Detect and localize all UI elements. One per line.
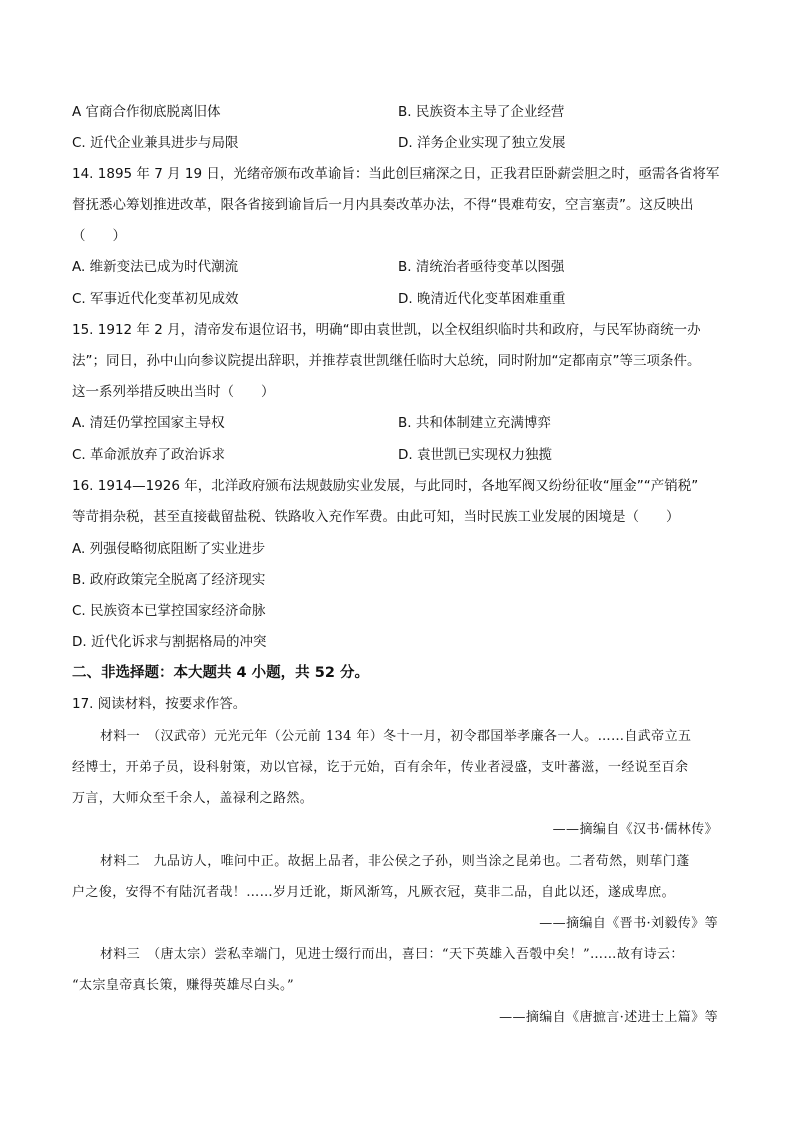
q15-option-b[interactable]: B. 共和体制建立充满博弈 — [398, 415, 551, 431]
material1-source: ——摘编自《汉书·儒林传》 — [552, 822, 718, 837]
q17-intro: 17. 阅读材料，按要求作答。 — [72, 696, 247, 712]
material3-source: ——摘编自《唐摭言·述进士上篇》等 — [499, 1010, 718, 1025]
q14-stem-line2: 督抚悉心筹划推进改革，限各省接到谕旨后一月内具奏改革办法，不得“畏难苟安，空言塞责”。这反映出 — [72, 197, 694, 213]
material3-line2: “太宗皇帝真长策，赚得英雄尽白头。” — [72, 978, 294, 993]
q16-option-a[interactable]: A. 列强侵略彻底阻断了实业进步 — [72, 541, 266, 557]
q15-stem-line2: 法”；同日，孙中山向参议院提出辞职，并推荐袁世凯继任临时大总统，同时附加“定都南京”等三项条件。 — [72, 353, 701, 369]
q14-option-a[interactable]: A. 维新变法已成为时代潮流 — [72, 259, 239, 275]
q16-option-d[interactable]: D. 近代化诉求与割据格局的冲突 — [72, 634, 267, 650]
q16-option-c[interactable]: C. 民族资本已掌控国家经济命脉 — [72, 603, 266, 619]
q15-stem-line3: 这一系列举措反映出当时（ ） — [72, 384, 275, 400]
section-heading: 二、非选择题：本大题共 4 小题，共 52 分。 — [72, 665, 369, 681]
q15-stem-line1: 15. 1912 年 2 月，清帝发布退位诏书，明确“即由袁世凯，以全权组织临时共和政府，与民军协商统一办 — [72, 322, 701, 338]
material2-line1: 材料二 九品访人，唯问中正。故据上品者，非公侯之子孙，则当涂之昆弟也。二者苟然，则荜门蓬 — [100, 854, 690, 869]
q14-stem-line3: （ ） — [72, 228, 126, 244]
q14-stem-line1: 14. 1895 年 7 月 19 日，光绪帝颁布改革谕旨：当此创巨痛深之日，正我君臣卧薪尝胆之时，亟需各省将军 — [72, 166, 720, 182]
material1-line2: 经博士，开弟子员，设科射策，劝以官禄，讫于元始，百有余年，传业者浸盛，支叶蕃滋，一经说至百余 — [72, 760, 689, 775]
material1-line1: 材料一 （汉武帝）元光元年（公元前 134 年）冬十一月，初令郡国举孝廉各一人。……自武帝立五 — [100, 729, 692, 744]
q15-option-a[interactable]: A. 清廷仍掌控国家主导权 — [72, 415, 225, 431]
q16-stem-line2: 等苛捐杂税，甚至直接截留盐税、铁路收入充作军费。由此可知，当时民族工业发展的困境是（ ） — [72, 509, 680, 525]
material1-line3: 万言，大师众至千余人，盖禄利之路然。 — [72, 791, 314, 806]
q15-option-d[interactable]: D. 袁世凯已实现权力独揽 — [398, 447, 552, 463]
q15-option-c[interactable]: C. 革命派放弃了政治诉求 — [72, 447, 226, 463]
q14-option-c[interactable]: C. 军事近代化变革初见成效 — [72, 291, 239, 307]
material2-source: ——摘编自《晋书·刘毅传》等 — [539, 916, 718, 931]
q14-option-d[interactable]: D. 晚清近代化变革困难重重 — [398, 291, 566, 307]
q13-option-b[interactable]: B. 民族资本主导了企业经营 — [398, 104, 565, 120]
material3-line1: 材料三 （唐太宗）尝私幸端门，见进士缀行而出，喜曰：“天下英雄入吾彀中矣！”……故有诗云： — [100, 947, 684, 962]
q14-option-b[interactable]: B. 清统治者亟待变革以图强 — [398, 259, 565, 275]
q16-stem-line1: 16. 1914—1926 年，北洋政府颁布法规鼓励实业发展，与此同时，各地军阀又纷纷征收“厘金”“产销税” — [72, 478, 699, 494]
q16-option-b[interactable]: B. 政府政策完全脱离了经济现实 — [72, 572, 266, 588]
material2-line2: 户之俊，安得不有陆沉者哉！……岁月迁讹，斯风渐笃，凡厥衣冠，莫非二品，自此以还，遂成卑庶。 — [72, 885, 676, 900]
q13-option-d[interactable]: D. 洋务企业实现了独立发展 — [398, 135, 566, 151]
q13-option-a[interactable]: A 官商合作彻底脱离旧体 — [72, 104, 221, 120]
q13-option-c[interactable]: C. 近代企业兼具进步与局限 — [72, 135, 239, 151]
